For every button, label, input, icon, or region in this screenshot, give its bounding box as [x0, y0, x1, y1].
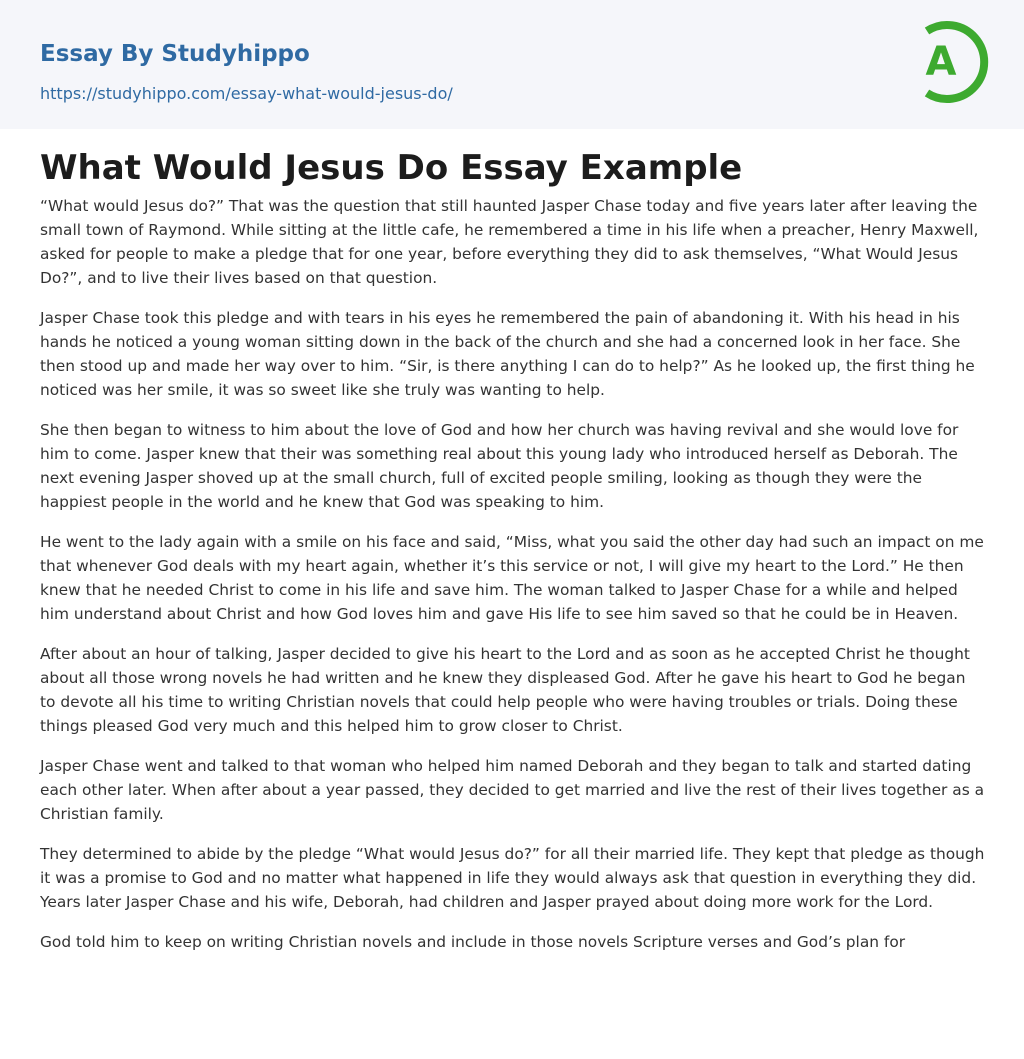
essay-body [40, 194, 985, 970]
essay-paragraph: He went to the lady again with a smile on his face and said, “Miss, what you said the other day had such an impact on me that whenever God deals with my heart again, whether it’s this service or not, I will give my heart to the Lord.” He then knew that he needed Christ to come in his life and save him. The woman talked to Jasper Chase for a while and helped him understand about Christ and how God loves him and gave His life to see him saved so that he could be in Heaven. [40, 533, 984, 623]
essay-paragraph: She then began to witness to him about the love of God and how her church was having revival and she would love for him to come. Jasper knew that their was something real about this young lady who introduced herself as Deborah. The next evening Jasper shoved up at the small church, full of excited people smiling, looking as though they were the happiest people in the world and he knew that God was speaking to him. [40, 421, 959, 511]
logo-letter: A [925, 39, 957, 85]
site-header [0, 0, 1024, 129]
essay-paragraph: God told him to keep on writing Christian novels and include in those novels Scripture verses and God’s plan for [40, 933, 906, 951]
essay-paragraph: Jasper Chase went and talked to that woman who helped him named Deborah and they began to talk and started dating each other later. When after about a year passed, they decided to get married and live the rest of their lives together as a Christian family. [40, 757, 985, 823]
page-url-link[interactable]: https://studyhippo.com/essay-what-would-jesus-do/ [40, 84, 453, 103]
essay-paragraph: They determined to abide by the pledge “What would Jesus do?” for all their married life. They kept that pledge as though it was a promise to God and no matter what happened in life they would always ask that question in everything they did. Years later Jasper Chase and his wife, Deborah, had children and Jasper prayed about doing more work for the Lord. [40, 845, 985, 911]
site-logo[interactable] [909, 18, 989, 106]
essay-paragraph: “What would Jesus do?” That was the question that still haunted Jasper Chase today and five years later after leaving the small town of Raymond. While sitting at the little cafe, he remembered a time in his life when a preacher, Henry Maxwell, asked for people to make a pledge that for one year, before everything they did to ask themselves, “What Would Jesus Do?”, and to live their lives based on that question. [40, 197, 979, 287]
page-title: What Would Jesus Do Essay Example [40, 148, 743, 188]
site-brand[interactable]: Essay By Studyhippo [40, 41, 310, 67]
essay-paragraph: Jasper Chase took this pledge and with tears in his eyes he remembered the pain of abandoning it. With his head in his hands he noticed a young woman sitting down in the back of the church and she had a concerned look in her face. She then stood up and made her way over to him. “Sir, is there anything I can do to help?” As he looked up, the first thing he noticed was her smile, it was so sweet like she truly was wanting to help. [40, 309, 975, 399]
essay-paragraph: After about an hour of talking, Jasper decided to give his heart to the Lord and as soon as he accepted Christ he thought about all those wrong novels he had written and he knew they displeased God. After he gave his heart to God he began to devote all his time to writing Christian novels that could help people who were having troubles or trials. Doing these things pleased God very much and this helped him to grow closer to Christ. [40, 645, 970, 735]
